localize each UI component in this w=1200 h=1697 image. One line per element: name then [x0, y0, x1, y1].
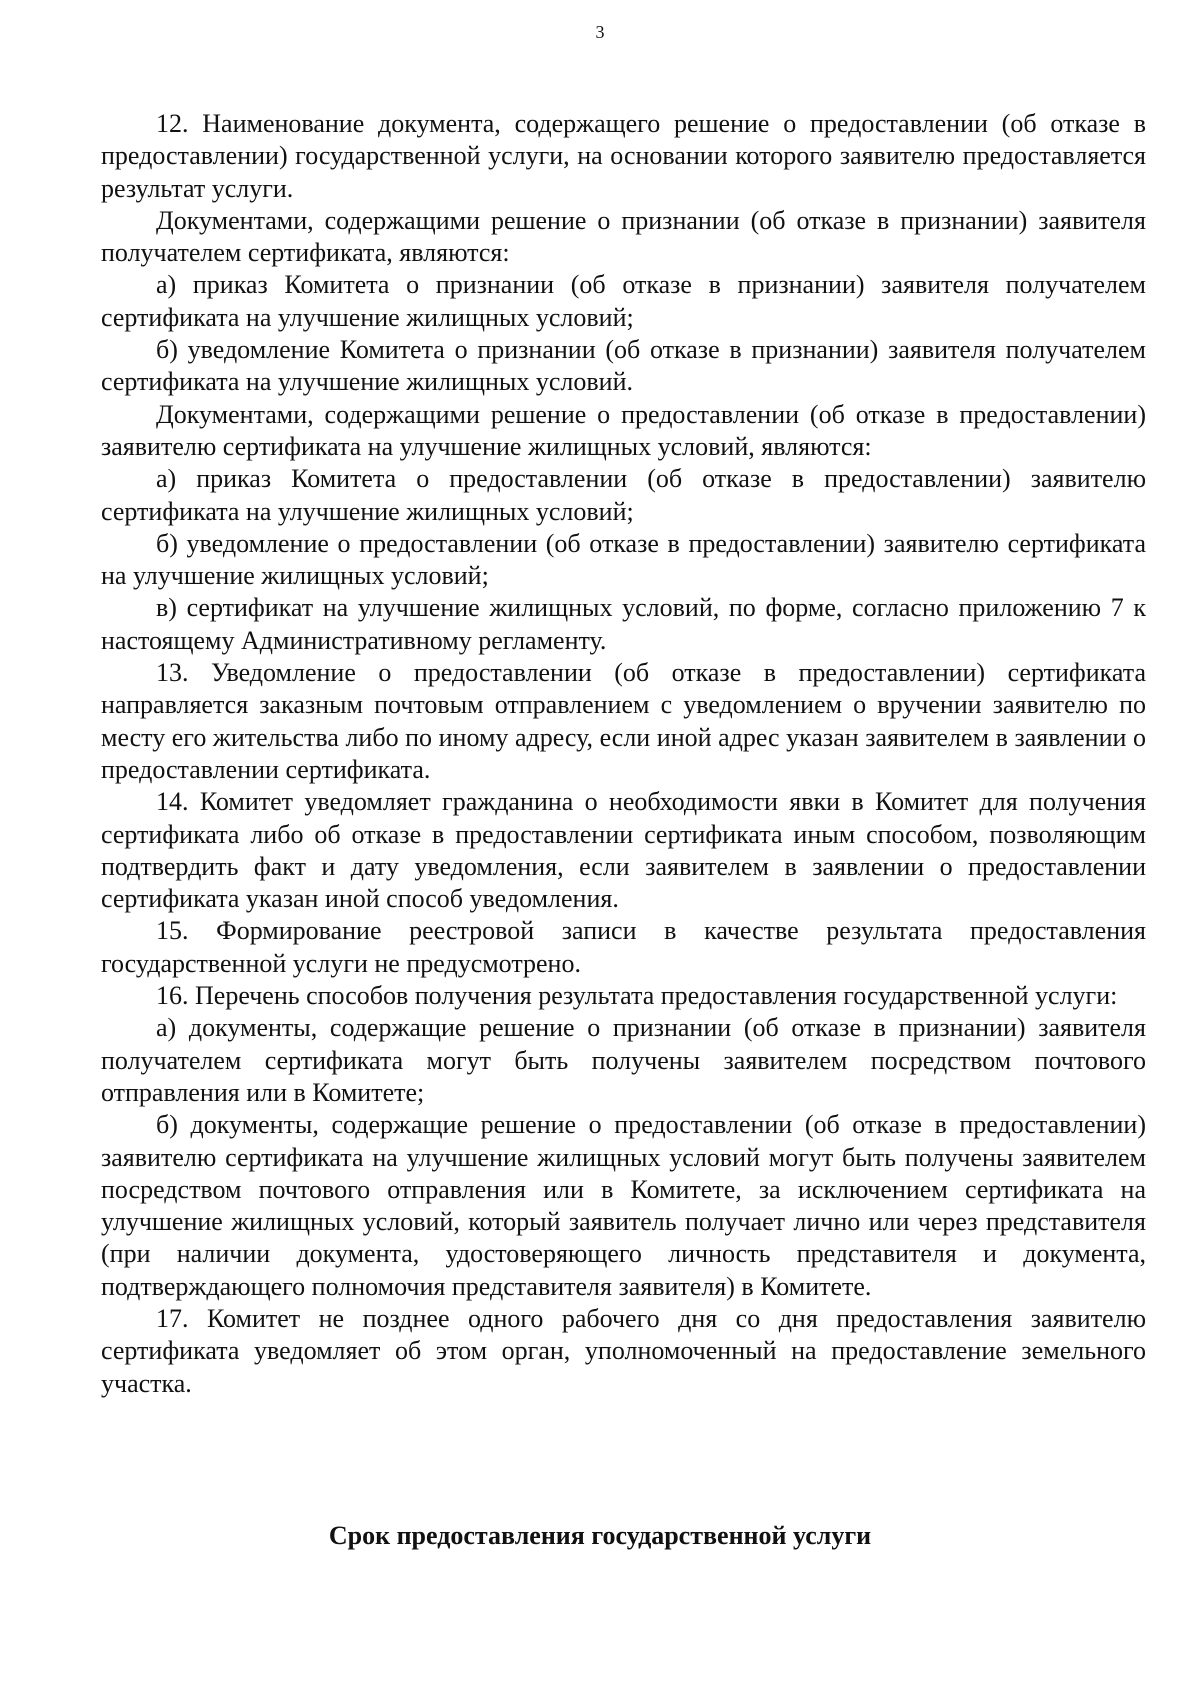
paragraph-15: 15. Формирование реестровой записи в качестве результата предоставления государственной услуги не предусмотрено.: [101, 916, 1146, 978]
paragraph-12-heading: 12. Наименование документа, содержащего решение о предоставлении (об отказе в предоставлении) государственной услуги, на основании которого заявителю предоставляется результат услуги.: [101, 109, 1146, 203]
list-item-16a: а) документы, содержащие решение о признании (об отказе в признании) заявителя получателем сертификата могут быть получены заявителем посредством почтового отправления или в Комитете;: [101, 1013, 1146, 1107]
paragraph-provision-documents-intro: Документами, содержащими решение о предоставлении (об отказе в предоставлении) заявителю сертификата на улучшение жилищных условий, являются:: [101, 399, 1146, 461]
list-item-provision-order: а) приказ Комитета о предоставлении (об отказе в предоставлении) заявителю сертификата на улучшение жилищных условий;: [101, 464, 1146, 526]
paragraph-14: 14. Комитет уведомляет гражданина о необходимости явки в Комитет для получения сертификата либо об отказе в предоставлении сертификата иным способом, позволяющим подтвердить факт и дату уведомления, если заявителем в заявлении о предоставлении сертификата указан иной способ уведомления.: [101, 787, 1146, 914]
section-heading: Срок предоставления государственной услуги: [328, 1521, 872, 1550]
document-body: [101, 108, 1146, 1400]
paragraph-13: 13. Уведомление о предоставлении (об отказе в предоставлении) сертификата направляется заказным почтовым отправлением с уведомлением о вручении заявителю по месту его жительства либо по иному адресу, если иной адрес указан заявителем в заявлении о предоставлении сертификата.: [101, 658, 1146, 784]
list-item-provision-notice: б) уведомление о предоставлении (об отказе в предоставлении) заявителю сертификата на улучшение жилищных условий;: [101, 528, 1146, 591]
paragraph-17: 17. Комитет не позднее одного рабочего дня со дня предоставления заявителю сертификата уведомляет об этом орган, уполномоченный на предоставление земельного участка.: [101, 1303, 1146, 1398]
page-number: 3: [595, 22, 605, 42]
paragraph-16: 16. Перечень способов получения результата предоставления государственной услуги:: [156, 981, 1118, 1011]
paragraph-recognition-documents-intro: Документами, содержащими решение о признании (об отказе в признании) заявителя получателем сертификата, являются:: [101, 205, 1146, 268]
list-item-16b: б) документы, содержащие решение о предоставлении (об отказе в предоставлении) заявителю сертификата на улучшение жилищных условий могут быть получены заявителем посредством почтового отправления или в Комитете, за исключением сертификата на улучшение жилищных условий, который заявитель получает лично или через представителя (при наличии документа, удостоверяющего личность представителя и документа, подтверждающего полномочия представителя заявителя) в Комитете.: [101, 1110, 1146, 1301]
list-item-certificate: в) сертификат на улучшение жилищных условий, по форме, согласно приложению 7 к настоящему Административному регламенту.: [101, 593, 1146, 655]
list-item-recognition-order: а) приказ Комитета о признании (об отказе в признании) заявителя получателем сертификата на улучшение жилищных условий;: [101, 270, 1146, 332]
list-item-recognition-notice: б) уведомление Комитета о признании (об отказе в признании) заявителя получателем сертификата на улучшение жилищных условий.: [101, 335, 1146, 397]
